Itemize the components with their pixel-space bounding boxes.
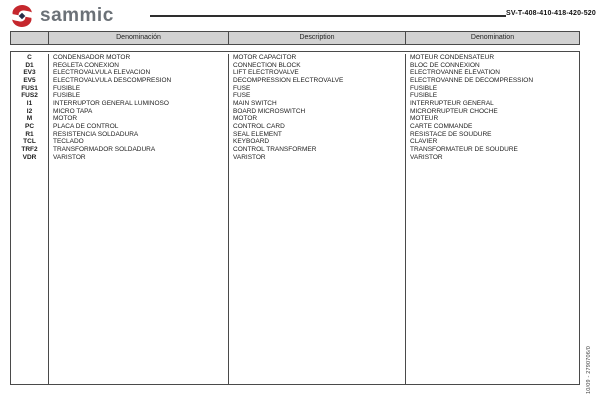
table-row bbox=[11, 69, 579, 77]
table-body bbox=[11, 52, 579, 384]
table-filler-row bbox=[11, 161, 579, 384]
component-reference-table bbox=[10, 51, 580, 385]
cell-code: R1 bbox=[11, 131, 49, 139]
cell-code: PC bbox=[11, 123, 49, 131]
sammic-logo-icon bbox=[8, 3, 36, 29]
cell-denomination: INTERRUPTEUR GÉNÉRAL bbox=[410, 100, 494, 108]
cell-description: CONTROL TRANSFORMER bbox=[229, 146, 406, 154]
cell-denomination: MICRORRUPTEUR CHOCHE bbox=[410, 107, 498, 115]
cell-denominacion: VARISTOR bbox=[49, 154, 229, 162]
cell-denominacion: RESISTENCIA SOLDADURA bbox=[49, 131, 229, 139]
cell-denominacion: INTERRUPTOR GENERAL LUMINOSO bbox=[49, 100, 229, 108]
cell-description: MOTOR bbox=[229, 115, 406, 123]
cell-denominacion: ELECTROVALVULA DESCOMPRESION bbox=[49, 77, 229, 85]
cell-denomination: FUSIBLE bbox=[410, 92, 438, 100]
filler-cell-denomination bbox=[406, 161, 579, 384]
cell-description: SEAL ELEMENT bbox=[229, 131, 406, 139]
table-row bbox=[11, 100, 579, 108]
model-code: SV-T-408-410-418-420-520 bbox=[505, 10, 596, 17]
cell-description: DECOMPRESSION ELECTROVALVE bbox=[229, 77, 406, 85]
cell-denominacion: MOTOR bbox=[49, 115, 229, 123]
table-row bbox=[11, 92, 579, 100]
cell-code: I2 bbox=[11, 108, 49, 116]
cell-denomination: FUSIBLE bbox=[410, 84, 438, 92]
cell-denomination: MOTEUR CONDENSATEUR bbox=[410, 54, 495, 61]
cell-denomination: BLOC DE CONNEXION bbox=[410, 61, 480, 69]
table-row bbox=[11, 85, 579, 93]
cell-code: TRF2 bbox=[11, 146, 49, 154]
table-row bbox=[11, 123, 579, 131]
column-header-description: Description bbox=[229, 32, 406, 44]
cell-description: CONNECTION BLOCK bbox=[229, 62, 406, 70]
filler-cell-description bbox=[229, 161, 406, 384]
cell-denomination: CARTE COMMANDE bbox=[410, 123, 473, 131]
cell-denominacion: TECLADO bbox=[49, 138, 229, 146]
cell-denominacion: TRANSFORMADOR SOLDADURA bbox=[49, 146, 229, 154]
cell-code: C bbox=[11, 54, 49, 62]
table-row bbox=[11, 115, 579, 123]
cell-code: D1 bbox=[11, 62, 49, 70]
cell-description: FUSE bbox=[229, 92, 406, 100]
table-row bbox=[11, 54, 579, 62]
cell-denomination: VARISTOR bbox=[410, 153, 443, 161]
sammic-logo-text: sammic bbox=[40, 5, 114, 26]
table-row bbox=[11, 138, 579, 146]
table-row bbox=[11, 108, 579, 116]
cell-denomination: TRANSFORMATEUR DE SOUDURE bbox=[410, 146, 518, 154]
cell-denomination: ÉLECTROVANNE DE DÉCOMPRESSION bbox=[410, 77, 534, 85]
cell-denominacion: ELECTROVALVULA ELEVACION bbox=[49, 69, 229, 77]
cell-description: LIFT ELECTROVALVE bbox=[229, 69, 406, 77]
cell-description: FUSE bbox=[229, 85, 406, 93]
cell-description: KEYBOARD bbox=[229, 138, 406, 146]
cell-code: VDR bbox=[11, 154, 49, 162]
cell-description: MOTOR CAPACITOR bbox=[229, 54, 406, 62]
filler-cell-code bbox=[11, 161, 49, 384]
cell-code: TCL bbox=[11, 138, 49, 146]
table-row bbox=[11, 154, 579, 162]
cell-code: EV3 bbox=[11, 69, 49, 77]
table-header-row bbox=[10, 31, 580, 45]
cell-denomination: ÉLECTROVANNE ÉLÉVATION bbox=[410, 69, 500, 77]
cell-description: VARISTOR bbox=[229, 154, 406, 162]
cell-code: EV5 bbox=[11, 77, 49, 85]
table-row bbox=[11, 62, 579, 70]
cell-code: I1 bbox=[11, 100, 49, 108]
cell-description: MAIN SWITCH bbox=[229, 100, 406, 108]
cell-code: FUS2 bbox=[11, 92, 49, 100]
filler-cell-denominacion bbox=[49, 161, 229, 384]
table-row bbox=[11, 77, 579, 85]
cell-denomination: MOTEUR bbox=[410, 115, 439, 123]
cell-denomination: RÉSISTACE DE SOUDURE bbox=[410, 130, 492, 138]
cell-denominacion: FUSIBLE bbox=[49, 92, 229, 100]
print-reference-vertical: 10/09 - 2790706/0 bbox=[586, 345, 592, 394]
table-row bbox=[11, 146, 579, 154]
cell-code: M bbox=[11, 115, 49, 123]
column-header-denomination: Denomination bbox=[470, 34, 515, 41]
cell-description: CONTROL CARD bbox=[229, 123, 406, 131]
cell-code: FUS1 bbox=[11, 85, 49, 93]
cell-denominacion: REGLETA CONEXION bbox=[49, 62, 229, 70]
cell-denominacion: MICRO TAPA bbox=[49, 108, 229, 116]
column-header-denominacion: Denominación bbox=[49, 32, 229, 44]
cell-denomination: CLAVIER bbox=[410, 138, 438, 146]
column-header-code bbox=[11, 32, 49, 44]
cell-denominacion: CONDENSADOR MOTOR bbox=[49, 54, 229, 62]
cell-description: BOARD MICROSWITCH bbox=[229, 108, 406, 116]
table-row bbox=[11, 131, 579, 139]
cell-denominacion: FUSIBLE bbox=[49, 85, 229, 93]
sammic-logo bbox=[8, 3, 114, 29]
cell-denominacion: PLACA DE CONTROL bbox=[49, 123, 229, 131]
header-rule bbox=[150, 15, 506, 17]
